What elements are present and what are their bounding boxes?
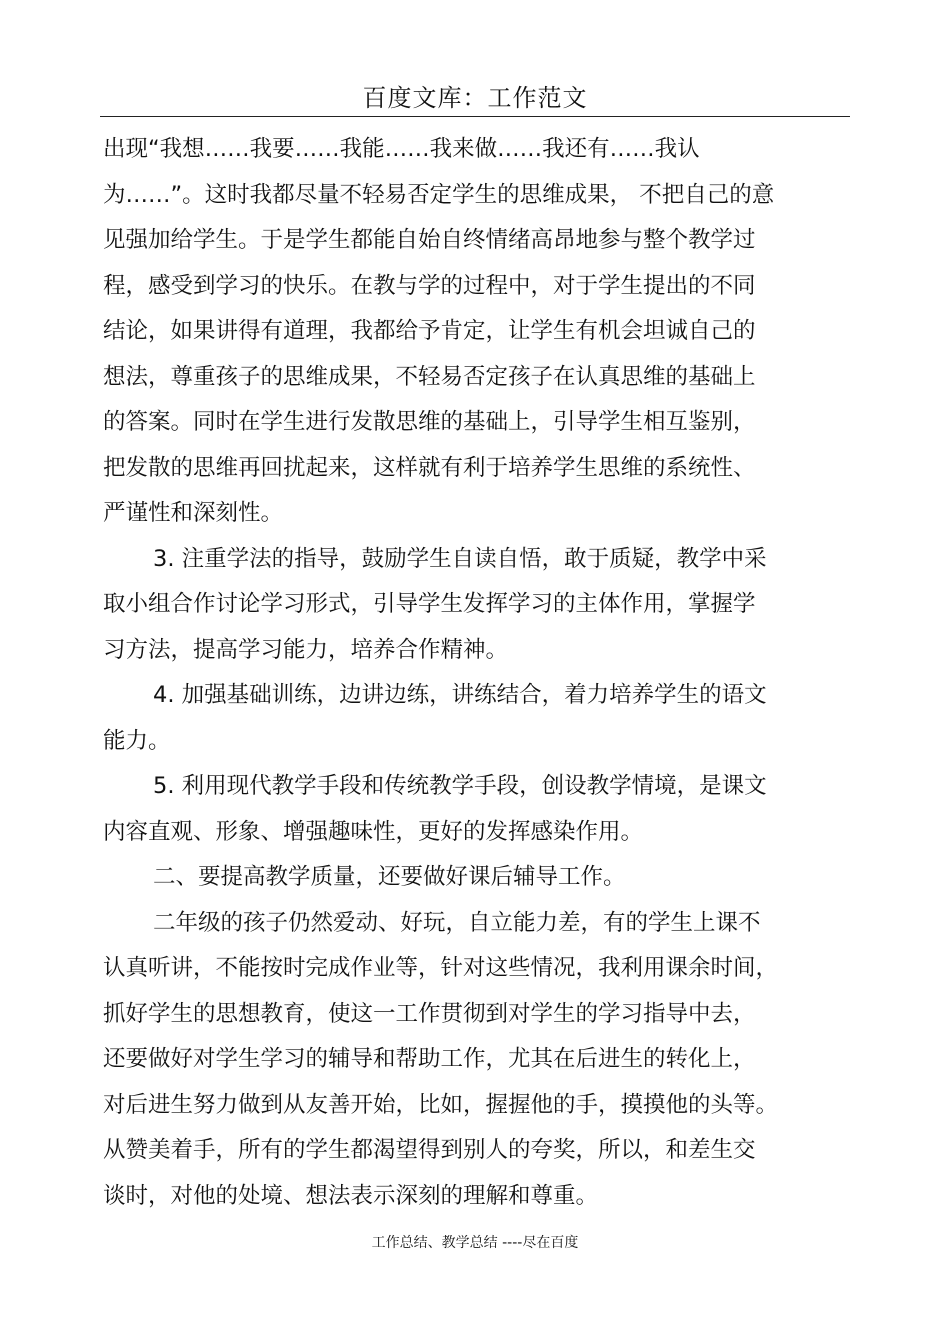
text-line: 取小组合作讨论学习形式，引导学生发挥学习的主体作用，掌握学: [103, 591, 756, 617]
text-line: 见强加给学生。于是学生都能自始自终情绪高昂地参与整个教学过: [103, 227, 756, 253]
text-line: 认真听讲，不能按时完成作业等，针对这些情况，我利用课余时间，: [103, 955, 779, 981]
text-line: 程，感受到学习的快乐。在教与学的过程中，对于学生提出的不同: [103, 272, 756, 299]
text-line: 的答案。同时在学生进行发散思维的基础上，引导学生相互鉴别，: [103, 409, 756, 435]
paragraph-start: 5. 利用现代教学手段和传统教学手段，创设教学情境，是课文: [153, 773, 767, 799]
text-line: 能力。: [103, 727, 171, 754]
page-footer: 工作总结、教学总结 ----尽在百度: [371, 1235, 579, 1251]
text-line: 把发散的思维再回扰起来，这样就有利于培养学生思维的系统性、: [103, 454, 756, 481]
document-body: [103, 127, 843, 1219]
page-header-title: 百度文库：工作范文: [362, 84, 588, 112]
paragraph-start: 3. 注重学法的指导，鼓励学生自读自悟，敢于质疑，教学中采: [153, 545, 767, 572]
text-line: 为……”。这时我都尽量不轻易否定学生的思维成果， 不把自己的意: [103, 181, 775, 208]
paragraph-start: 4. 加强基础训练，边讲边练，讲练结合，着力培养学生的语文: [153, 682, 767, 708]
text-line: 想法，尊重孩子的思维成果，不轻易否定孩子在认真思维的基础上: [103, 363, 756, 390]
text-line: 内容直观、形象、增强趣味性，更好的发挥感染作用。: [103, 818, 644, 845]
section-heading: 二、要提高教学质量，还要做好课后辅导工作。: [153, 864, 626, 890]
text-line: 还要做好对学生学习的辅导和帮助工作，尤其在后进生的转化上，: [103, 1046, 756, 1072]
text-line: 习方法，提高学习能力，培养合作精神。: [103, 636, 509, 663]
header-divider: [100, 116, 850, 117]
text-line: 结论，如果讲得有道理，我都给予肯定，让学生有机会坦诚自己的: [103, 318, 756, 344]
text-line: 从赞美着手，所有的学生都渴望得到别人的夸奖，所以，和差生交: [103, 1137, 756, 1163]
paragraph-start: 二年级的孩子仍然爱动、好玩，自立能力差，有的学生上课不: [153, 909, 761, 936]
text-line: 对后进生努力做到从友善开始，比如，握握他的手，摸摸他的头等。: [103, 1091, 779, 1118]
text-line: 抓好学生的思想教育，使这一工作贯彻到对学生的学习指导中去，: [103, 1000, 756, 1027]
text-line: 谈时，对他的处境、想法表示深刻的理解和尊重。: [103, 1182, 599, 1209]
text-line: 严谨性和深刻性。: [103, 500, 284, 526]
text-line: 出现“我想……我要……我能……我来做……我还有……我认: [103, 136, 700, 162]
